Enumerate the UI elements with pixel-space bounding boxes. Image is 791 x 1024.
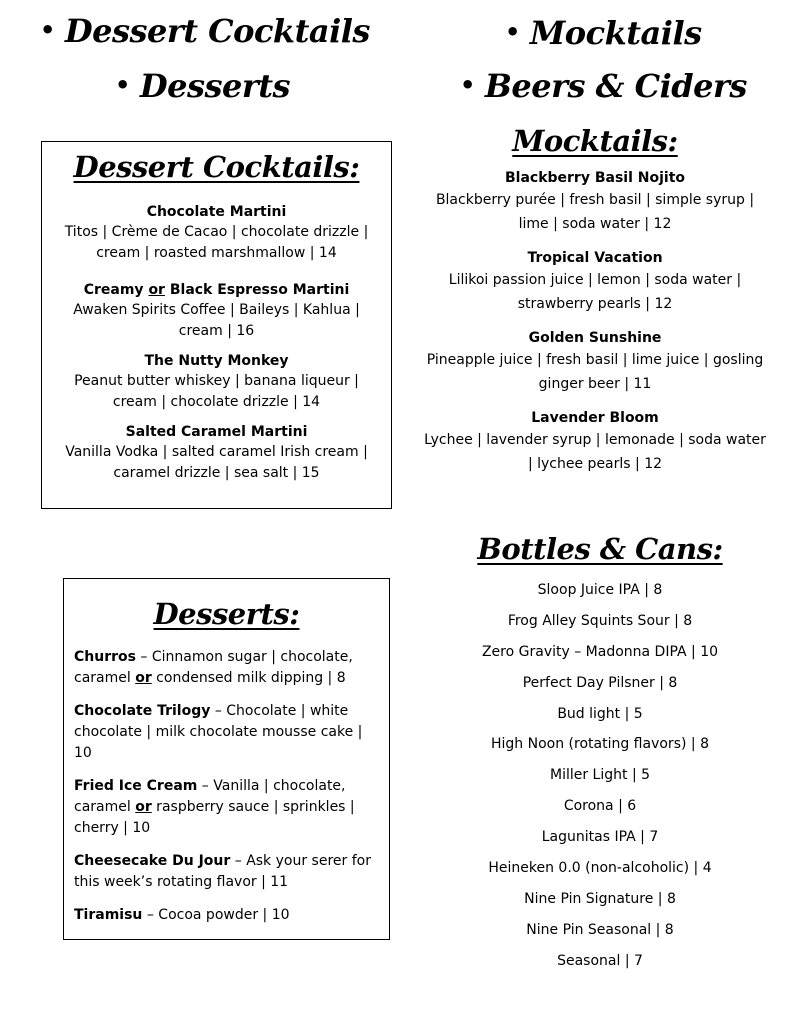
list-item: Seasonal | 7 (557, 952, 643, 969)
list-item: Bud light | 5 (557, 705, 643, 722)
item-name: Cheesecake Du Jour (74, 853, 231, 869)
item-name: Churros (74, 649, 136, 665)
dessert-item: Tiramisu – Cocoa powder | 10 (74, 907, 290, 923)
bullet-icon: • (460, 71, 475, 99)
item-name: Golden Sunshine (528, 330, 662, 346)
dessert-cocktails-section (41, 141, 392, 509)
list-item: Perfect Day Pilsner | 8 (522, 674, 678, 691)
bullet-icon: • (40, 16, 55, 44)
header-beers-ciders: • Beers & Ciders (460, 67, 747, 105)
item-name: Tropical Vacation (527, 250, 663, 266)
desserts-title: Desserts: (153, 597, 300, 631)
menu-item (420, 248, 770, 316)
item-desc: Lychee | lavender syrup | lemonade | soda water | lychee pearls | 12 (424, 432, 766, 472)
desserts-section (63, 578, 390, 940)
item-name: Blackberry Basil Nojito (504, 170, 686, 186)
dessert-item: Churros – Cinnamon sugar | chocolate, caramel or condensed milk dipping | 8 (74, 649, 353, 686)
bullet-icon: • (505, 18, 520, 46)
header-dessert-cocktails: • Dessert Cocktails (40, 12, 370, 50)
menu-item (56, 422, 377, 484)
header-desserts: • Desserts (115, 67, 290, 105)
bottles-cans-title: Bottles & Cans: (477, 532, 723, 566)
menu-item (420, 328, 770, 396)
mocktails-section (420, 124, 770, 476)
item-desc: Peanut butter whiskey | banana liqueur | cream | chocolate drizzle | 14 (74, 373, 359, 410)
bottles-cans-section (420, 532, 780, 982)
menu-item (56, 280, 377, 342)
mocktails-title: Mocktails: (512, 124, 678, 158)
dessert-item: Cheesecake Du Jour – Ask your serer for this week’s rotating flavor | 11 (74, 853, 371, 890)
list-item: Heineken 0.0 (non-alcoholic) | 4 (488, 860, 712, 877)
dessert-item: Fried Ice Cream – Vanilla | chocolate, caramel or raspberry sauce | sprinkles | cherry | 10 (74, 778, 355, 836)
list-item: Nine Pin Seasonal | 8 (526, 921, 674, 938)
list-item: Lagunitas IPA | 7 (541, 829, 659, 846)
item-name: Lavender Bloom (531, 410, 659, 426)
item-name: Fried Ice Cream (74, 778, 198, 794)
item-desc: Lilikoi passion juice | lemon | soda water | strawberry pearls | 12 (448, 272, 742, 312)
item-name: Chocolate Trilogy (74, 703, 211, 719)
item-name: Creamy or Black Espresso Martini (83, 282, 350, 298)
item-name: Tiramisu (74, 907, 143, 923)
list-item: Nine Pin Signature | 8 (524, 890, 676, 907)
menu-item (420, 168, 770, 236)
item-desc: Awaken Spirits Coffee | Baileys | Kahlua | cream | 16 (73, 302, 360, 339)
item-desc: Blackberry purée | fresh basil | simple syrup | lime | soda water | 12 (435, 192, 755, 232)
header-mocktails: • Mocktails (505, 14, 702, 52)
item-desc: Titos | Crème de Cacao | chocolate drizzle | cream | roasted marshmallow | 14 (64, 224, 369, 261)
dessert-cocktails-title: Dessert Cocktails: (73, 150, 360, 184)
menu-item (420, 408, 770, 476)
item-desc: Pineapple juice | fresh basil | lime juice | gosling ginger beer | 11 (426, 352, 764, 392)
item-name: The Nutty Monkey (144, 353, 289, 369)
item-name: Salted Caramel Martini (125, 424, 308, 440)
menu-item (56, 202, 377, 264)
list-item: Zero Gravity – Madonna DIPA | 10 (481, 643, 719, 660)
menu-item (56, 351, 377, 413)
list-item: Sloop Juice IPA | 8 (537, 582, 663, 598)
bullet-icon: • (115, 71, 130, 99)
item-desc: Vanilla Vodka | salted caramel Irish cream | caramel drizzle | sea salt | 15 (65, 444, 368, 481)
item-name: Chocolate Martini (146, 204, 287, 220)
list-item: Miller Light | 5 (549, 767, 651, 784)
list-item: Corona | 6 (563, 798, 637, 815)
list-item: Frog Alley Squints Sour | 8 (507, 612, 693, 629)
dessert-item: Chocolate Trilogy – Chocolate | white chocolate | milk chocolate mousse cake | 10 (74, 703, 363, 761)
list-item: High Noon (rotating flavors) | 8 (491, 736, 709, 753)
